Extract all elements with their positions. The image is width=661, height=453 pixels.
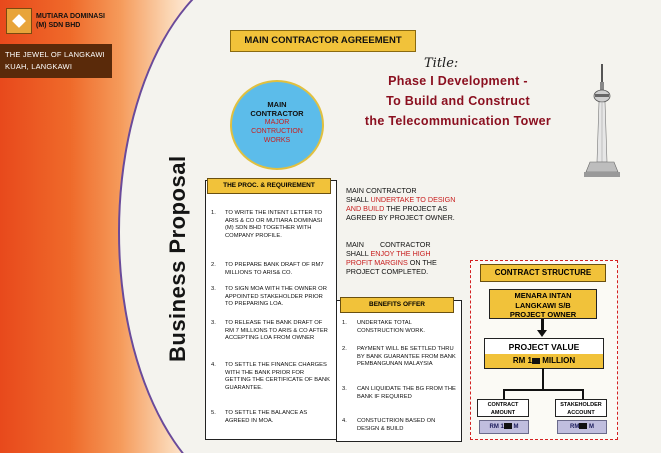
benefit-item-text: CONSTUCTRION BASED ON DESIGN & BUILD (357, 418, 436, 432)
stakeholder-value-suffix: M (587, 424, 594, 430)
procedure-item-number: 4. (211, 362, 216, 368)
circle-label-works: WORKS (263, 137, 291, 144)
procedure-item-number: 3. (211, 286, 216, 292)
procedure-item (211, 210, 331, 240)
handwritten-title-note: Title: (424, 56, 459, 71)
redaction-mark (504, 423, 512, 429)
connector-line (503, 389, 505, 399)
benefit-item-text: UNDERTAKE TOTAL CONSTRUCTION WORK. (357, 320, 425, 334)
procedure-item-number: 2. (211, 262, 216, 268)
connector-line (503, 389, 583, 391)
procedure-item-text: TO SIGN MOA WITH THE OWNER OR APPOINTED STAKEHOLDER PRIOR TO PREPARING LOA. (225, 286, 327, 307)
circle-label-contractor: CONTRACTOR (250, 109, 304, 118)
mc-p1-tail: THE PROJECT AS AGREED BY PROJECT OWNER. (346, 204, 455, 222)
connector-line (582, 389, 584, 399)
phase-title-line1: Phase I Development - (388, 74, 528, 88)
benefit-item (342, 418, 456, 433)
mc-p1-highlight: UNDERTAKE TO DESIGN AND BUILD (346, 195, 456, 213)
procedure-heading: THE PROC. & REQUIREMENT (207, 178, 331, 194)
benefit-item (342, 320, 456, 335)
benefits-heading: BENEFITS OFFER (340, 297, 454, 313)
procedure-item (211, 320, 331, 343)
stakeholder-line2: ACCOUNT (567, 409, 595, 416)
connector-line (542, 368, 544, 390)
project-value-label: PROJECT VALUE (484, 338, 604, 356)
circle-label-construction: CONTRUCTION (251, 128, 303, 135)
redaction-mark (532, 358, 540, 364)
mc-p1-shall: SHALL (346, 195, 371, 204)
location-place: KUAH, LANGKAWI (5, 62, 73, 71)
owner-name-line1: MENARA INTAN (514, 291, 572, 300)
phase-title-line2: To Build and Construct (386, 94, 530, 108)
main-contractor-circle (230, 80, 324, 170)
contract-amount-box (477, 399, 529, 417)
location-band (0, 44, 112, 78)
procedure-item-text: TO RELEASE THE BANK DRAFT OF RM 7 MILLIONS TO ARIS & CO AFTER ACCEPTING LOA FROM OWNER (225, 320, 328, 341)
procedure-item-text: TO SETTLE THE FINANCE CHARGES WITH THE BANK PRIOR FOR GETTING THE CERTIFICATE OF BANK GUARANTEE. (225, 362, 330, 391)
contract-amount-value (479, 420, 529, 434)
main-contractor-paragraph-1 (346, 186, 456, 222)
mc-p1-lead: MAIN CONTRACTOR (346, 186, 417, 195)
procedure-item-number: 3. (211, 320, 216, 326)
contract-amount-suffix: M (511, 424, 519, 430)
benefit-item-text: PAYMENT WILL BE SETTLED THRU BY BANK GUARANTEE FROM BANK PEMBANGUNAN MALAYSIA (357, 346, 456, 367)
circle-label-main: MAIN (267, 100, 287, 109)
procedure-item-text: TO PREPARE BANK DRAFT OF RM7 MILLIONS TO ARIS& CO. (225, 262, 324, 276)
procedure-item (211, 286, 331, 309)
contract-amount-prefix: RM 1 (489, 424, 504, 430)
mc-p2-shall: SHALL (346, 249, 371, 258)
benefit-item (342, 386, 456, 401)
circle-label-major: MAJOR (264, 119, 290, 126)
owner-role: PROJECT OWNER (509, 310, 577, 319)
main-contractor-paragraph-2 (346, 240, 456, 276)
contract-amount-line2: AMOUNT (490, 409, 516, 416)
benefit-item-text: CAN LIQUIDATE THE BG FROM THE BANK IF REQUIRED (357, 386, 456, 400)
location-tagline: THE JEWEL OF LANGKAWI (5, 50, 105, 59)
company-name-line1: MUTIARA DOMINASI (36, 13, 105, 20)
project-owner-box (489, 289, 597, 319)
benefit-item (342, 346, 456, 369)
phase-title-line3: the Telecommunication Tower (364, 114, 552, 128)
procedure-item-text: TO SETTLE THE BALANCE AS AGREED IN MOA. (225, 410, 308, 424)
benefit-item-number: 2. (342, 346, 347, 352)
project-value-prefix: RM 1 (512, 356, 532, 365)
procedure-item-text: TO WRITE THE INTENT LETTER TO ARIS & CO OR MUTIARA DOMINASI (M) SDN BHD TOGETHER WITH COMPANY PROFILE. (225, 210, 323, 239)
stakeholder-account-value (557, 420, 607, 434)
mc-p2-lead: MAIN CONTRACTOR (346, 240, 431, 249)
mc-p2-highlight: ENJOY THE HIGH PROFIT MARGINS (346, 249, 431, 267)
main-contractor-agreement-heading: MAIN CONTRACTOR AGREEMENT (230, 30, 416, 52)
company-name (36, 12, 105, 30)
contract-structure-heading: CONTRACT STRUCTURE (480, 264, 606, 282)
stakeholder-value-prefix: RM (569, 424, 580, 430)
arrow-stem (541, 319, 544, 330)
project-value-amount (484, 354, 604, 369)
contract-amount-line1: CONTRACT (487, 402, 519, 408)
mc-p2-tail: ON THE PROJECT COMPLETED. (346, 258, 437, 276)
telecom-tower-image (582, 64, 622, 179)
company-name-line2: (M) SDN BHD (36, 22, 81, 29)
benefit-item-number: 1. (342, 320, 347, 326)
procedure-item (211, 410, 331, 425)
procedure-item (211, 362, 331, 392)
stakeholder-account-box (555, 399, 607, 417)
procedure-item-number: 5. (211, 410, 216, 416)
arrow-down-icon (537, 330, 547, 337)
stakeholder-line1: STAKEHOLDER (560, 402, 602, 408)
benefit-item-number: 4. (342, 418, 347, 424)
benefit-item-number: 3. (342, 386, 347, 392)
business-proposal-title: Business Proposal (165, 155, 190, 362)
project-value-suffix: MILLION (540, 356, 576, 365)
owner-name-line2: LANGKAWI S/B (515, 300, 571, 310)
company-logo (6, 8, 32, 34)
procedure-item (211, 262, 331, 277)
procedure-item-number: 1. (211, 210, 216, 216)
